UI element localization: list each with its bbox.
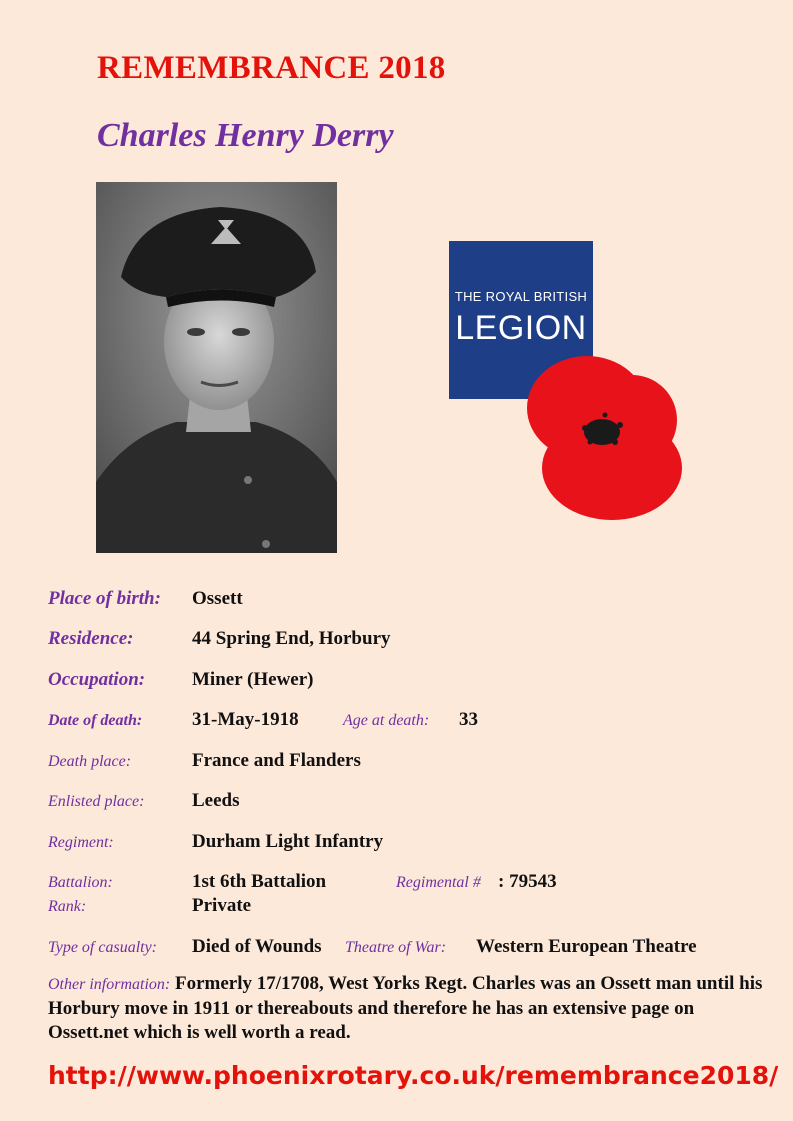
soldier-portrait (96, 182, 337, 553)
regimental-number-label: Regimental # (396, 874, 481, 891)
date-of-death-value: 31-May-1918 (192, 709, 299, 730)
date-of-death-label: Date of death: (48, 712, 143, 729)
rank-value: Private (192, 895, 252, 916)
theatre-label: Theatre of War: (345, 939, 447, 956)
regimental-number-value: : 79543 (498, 871, 557, 892)
battalion-label: Battalion: (48, 874, 113, 891)
portrait-illustration (96, 182, 337, 553)
regiment-label: Regiment: (48, 834, 114, 851)
death-place-value: France and Flanders (192, 750, 361, 771)
regiment-value: Durham Light Infantry (192, 831, 384, 852)
casualty-value: Died of Wounds (192, 936, 322, 957)
enlisted-place-label: Enlisted place: (48, 793, 145, 810)
birth-value: Ossett (192, 588, 243, 609)
enlisted-place-value: Leeds (192, 790, 240, 811)
residence-label: Residence: (48, 628, 134, 649)
occupation-value: Miner (Hewer) (192, 669, 314, 690)
casualty-label: Type of casualty: (48, 939, 158, 956)
other-information-label: Other information: (48, 976, 171, 993)
battalion-value: 1st 6th Battalion (192, 871, 327, 892)
age-at-death-label: Age at death: (343, 712, 430, 729)
page-title: REMEMBRANCE 2018 (97, 50, 446, 86)
residence-value: 44 Spring End, Horbury (192, 628, 391, 649)
theatre-value: Western European Theatre (476, 936, 697, 957)
age-at-death-value: 33 (459, 709, 478, 730)
birth-label: Place of birth: (48, 588, 161, 609)
occupation-label: Occupation: (48, 669, 146, 690)
other-information (48, 972, 763, 1045)
footer-url-link[interactable]: http://www.phoenixrotary.co.uk/remembrance2018/ (48, 1061, 779, 1090)
other-information-text: Formerly 17/1708, West Yorks Regt. Charles was an Ossett man until his Horbury move in 1911 or thereabouts and therefore he has an extensive page on Ossett.net which is well worth a read. (48, 973, 763, 1043)
poppy-icon (520, 350, 690, 520)
logo-line-2: LEGION (455, 309, 587, 347)
soldier-name: Charles Henry Derry (97, 117, 394, 154)
rank-label: Rank: (48, 898, 87, 915)
death-place-label: Death place: (48, 753, 132, 770)
poppy-graphic (520, 350, 690, 520)
logo-line-1: THE ROYAL BRITISH (454, 289, 588, 304)
